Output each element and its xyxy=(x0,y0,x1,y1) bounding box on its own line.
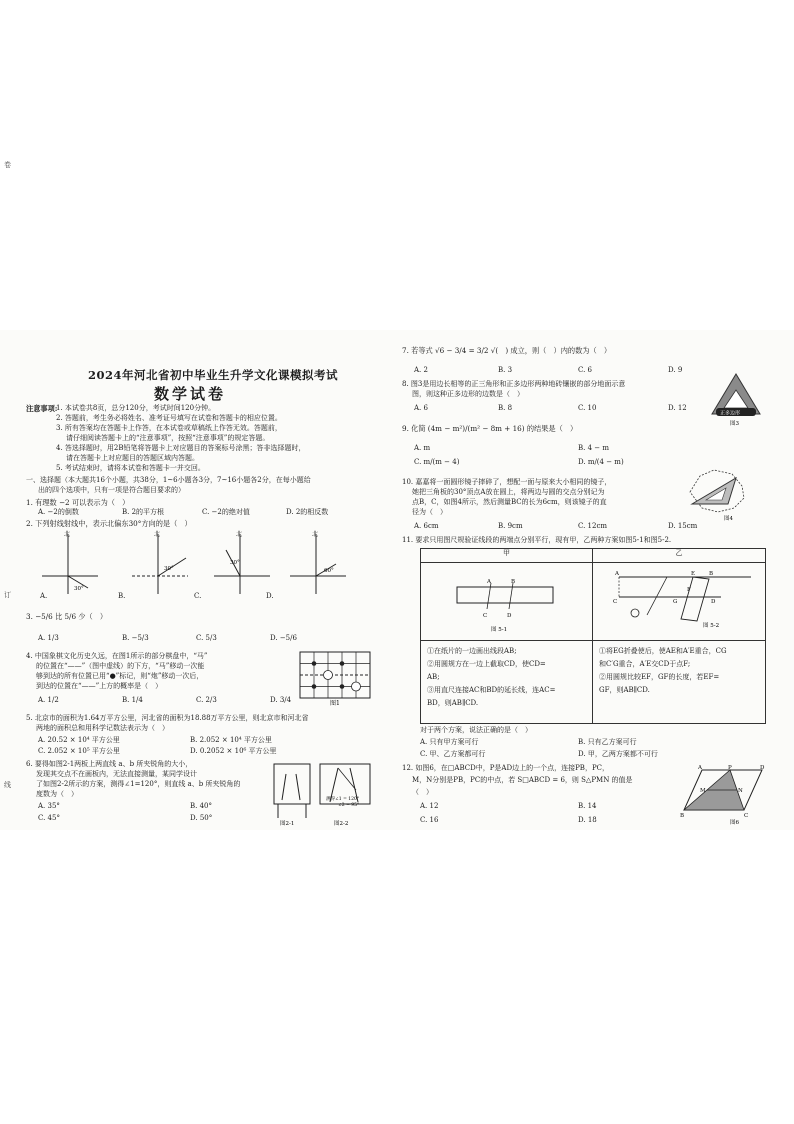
q6-figure-label-1: 图2-1 xyxy=(280,821,295,827)
q4-line: 4. 中国象棋文化历史久远，在图1所示的部分棋盘中，“马” xyxy=(26,652,208,660)
margin-mark-ding: 订 xyxy=(4,591,11,599)
q10-option-d[interactable]: D. 15cm xyxy=(668,522,698,530)
q11-option-a[interactable]: A. 只有甲方案可行 xyxy=(420,738,479,746)
q10-option-b[interactable]: B. 9cm xyxy=(498,522,523,530)
q8-tiling-figure xyxy=(708,372,764,430)
q7-option-a[interactable]: A. 2 xyxy=(414,366,428,374)
q12-figure-label: 图6 xyxy=(730,820,739,826)
q11-figure-label-2: 图 5-2 xyxy=(703,623,720,629)
svg-text:B: B xyxy=(511,579,516,585)
svg-text:A: A xyxy=(698,765,702,771)
exam-sheet xyxy=(0,161,794,830)
q10-line: 径为（ ） xyxy=(412,508,447,516)
q1-option-a[interactable]: A. −2的倒数 xyxy=(38,508,79,516)
notice-item: 3. 所有答案均在答题卡上作答，在本试卷或草稿纸上作答无效。答题前， xyxy=(56,424,282,432)
q4-option-b[interactable]: B. 1/4 xyxy=(122,696,143,704)
q7-stem: 7. 若等式 √6 − 3/4 = 3/2 √( ) 成立，则（ ）内的数为（ ） xyxy=(402,346,612,355)
q8-stem: 8. 图3是用边长相等的正三角形和正多边形两种地砖镶嵌的部分地面示意 xyxy=(402,380,626,388)
q5-option-d[interactable]: D. 0.2052 × 10⁶ 平方公里 xyxy=(190,747,277,755)
q11-jia-step: ②用圆规方在一边上截取CD，使CD= xyxy=(427,660,546,668)
svg-text:C: C xyxy=(744,813,749,819)
svg-text:M: M xyxy=(700,788,706,794)
svg-text:B: B xyxy=(709,571,714,577)
svg-text:F: F xyxy=(687,587,691,593)
q6-option-b[interactable]: B. 40° xyxy=(190,802,213,810)
q6-line: 了如图2-2所示的方案，测得∠1=120°，则直线 a、b 所夹锐角的 xyxy=(36,780,241,788)
q11-option-d[interactable]: D. 甲，乙两方案都不可行 xyxy=(578,750,658,758)
q7-option-b[interactable]: B. 3 xyxy=(498,366,513,374)
q2-figure-d xyxy=(288,530,348,596)
q2-label-north: 北 xyxy=(236,531,243,538)
section1-heading: 一、选择题（本大题共16个小题，共38分，1~6小题各3分，7~16小题各2分，在每小题给 xyxy=(26,476,311,484)
q7-option-c[interactable]: C. 6 xyxy=(578,366,593,374)
q11-table xyxy=(420,548,766,724)
svg-text:E: E xyxy=(691,571,696,577)
q11-figure-5-2 xyxy=(611,567,761,639)
q12-option-c[interactable]: C. 16 xyxy=(420,816,439,824)
q1-stem: 1. 有理数 −2 可以表示为（ ） xyxy=(26,498,130,507)
q2-option-a[interactable]: A. xyxy=(40,592,48,600)
q8-option-b[interactable]: B. 8 xyxy=(498,404,513,412)
q11-jia-step: ③用直尺连接AC和BD的延长线，连AC= xyxy=(427,686,556,694)
q6-angle2-label: ∠2 = 95° xyxy=(338,803,360,808)
q9-option-b[interactable]: B. 4 − m xyxy=(578,444,610,452)
q4-line: 到达的位置在“——”上方的概率是（ ） xyxy=(36,682,163,690)
q6-angle1-label: 测得∠1 = 120° xyxy=(326,797,360,802)
q3-option-b[interactable]: B. −5/3 xyxy=(122,634,149,642)
q11-jia-step: ①在纸片的一边画出线段AB; xyxy=(427,647,517,655)
margin-mark-xian: 线 xyxy=(4,781,11,789)
q5-stem-cont: 两地的面积总和用科学记数法表示为（ ） xyxy=(36,724,169,732)
q9-option-d[interactable]: D. m/(4 − m) xyxy=(578,458,624,466)
q11-option-b[interactable]: B. 只有乙方案可行 xyxy=(578,738,637,746)
exam-subtitle: 数学试卷 xyxy=(154,385,227,403)
q9-option-a[interactable]: A. m xyxy=(414,444,431,452)
svg-text:C: C xyxy=(483,613,488,619)
margin-mark-juan: 卷 xyxy=(4,161,11,169)
svg-text:C: C xyxy=(613,599,618,605)
exam-title: 2024年河北省初中毕业生升学文化课模拟考试 xyxy=(88,368,339,382)
notice-item: 2. 答题前，考生务必将姓名、准考证号填写在试卷和答题卡的相应位置。 xyxy=(56,414,282,422)
q7-option-d[interactable]: D. 9 xyxy=(668,366,683,374)
q4-option-a[interactable]: A. 1/2 xyxy=(38,696,59,704)
q3-stem: 3. −5/6 比 5/6 少（ ） xyxy=(26,612,108,621)
q6-option-d[interactable]: D. 50° xyxy=(190,814,213,822)
q2-label-angle: 30° xyxy=(164,566,174,572)
svg-text:P: P xyxy=(728,765,732,771)
q1-option-d[interactable]: D. 2的相反数 xyxy=(286,508,329,516)
q11-option-c[interactable]: C. 甲、乙方案都可行 xyxy=(420,750,486,758)
q2-stem: 2. 下列射线射线中，表示北偏东30°方向的是（ ） xyxy=(26,519,192,528)
notice-item: 1. 本试卷共8页，总分120分，考试时间120分钟。 xyxy=(56,404,216,412)
q2-figure-c xyxy=(212,530,272,596)
q2-label-angle: 60° xyxy=(324,568,334,574)
q5-option-c[interactable]: C. 2.052 × 10⁵ 平方公里 xyxy=(38,747,120,755)
q12-option-d[interactable]: D. 18 xyxy=(578,816,597,824)
svg-text:A: A xyxy=(487,579,491,585)
notice-label: 注意事项: xyxy=(26,404,58,413)
notice-item: 请仔细阅读答题卡上的“注意事项”，按照“注意事项”的规定答题。 xyxy=(66,434,270,442)
q2-option-c[interactable]: C. xyxy=(194,592,202,600)
q12-line: M，N分别是PB，PC的中点，若 S□ABCD = 6，则 S△PMN 的值是 xyxy=(412,776,633,784)
q10-figure-label: 图4 xyxy=(724,516,733,522)
q9-option-c[interactable]: C. m/(m − 4) xyxy=(414,458,460,466)
q8-option-c[interactable]: C. 10 xyxy=(578,404,597,412)
q10-line: 点B，C，如图4所示，然后测量BC的长为6cm，则该镜子的直 xyxy=(412,498,607,506)
q6-line: 发现其交点不在画板内，无法直接测量，某同学设计 xyxy=(36,770,197,778)
q6-line: 6. 要得如图2-1两板上两直线 a、b 所夹锐角的大小， xyxy=(26,760,193,768)
notice-item: 5. 考试结束时，请将本试卷和答题卡一并交回。 xyxy=(56,464,205,472)
q11-question: 对于两个方案，说法正确的是（ ） xyxy=(420,726,532,734)
q11-figure-5-1 xyxy=(451,573,561,637)
q6-line: 度数为（ ） xyxy=(36,790,78,798)
q8-stem-cont: 图，则这种正多边形的边数是（ ） xyxy=(412,390,524,398)
q1-option-b[interactable]: B. 2的平方根 xyxy=(122,508,165,516)
q10-line: 10. 嘉嘉将一面圆形镜子摔碎了，想配一面与原来大小相同的镜子， xyxy=(402,478,612,486)
q4-line: 的位置在“——”（图中虚线）的下方，“马”移动一次能 xyxy=(36,662,205,670)
q6-option-c[interactable]: C. 45° xyxy=(38,814,60,822)
section1-heading-cont: 出的四个选项中，只有一项是符合题目要求的） xyxy=(38,486,185,494)
q10-mirror-figure xyxy=(684,464,750,522)
q10-option-a[interactable]: A. 6cm xyxy=(414,522,439,530)
q11-yi-step: GF，则AB∥CD. xyxy=(599,686,650,694)
notice-item: 请在答题卡上对应题目的答题区域内答题。 xyxy=(66,454,199,462)
q5-stem: 5. 北京市的面积为1.64万平方公里，河北省的面积为18.88万平方公里，则北京市和河北省 xyxy=(26,714,309,722)
q2-label-north: 北 xyxy=(154,531,161,538)
q11-yi-step: ②用圆规比较EF，GF的长度，若EF= xyxy=(599,673,720,681)
q2-option-d[interactable]: D. xyxy=(266,592,274,600)
q11-jia-step: BD，则AB∥CD. xyxy=(427,699,479,707)
q8-figure-label: 图3 xyxy=(730,421,739,427)
q11-yi-step: 和C′G重合，A′E交CD于点F; xyxy=(599,660,691,668)
svg-text:B: B xyxy=(680,813,685,819)
q3-option-d[interactable]: D. −5/6 xyxy=(270,634,297,642)
q10-option-c[interactable]: C. 12cm xyxy=(578,522,608,530)
q6-figure-2-1 xyxy=(272,760,312,826)
q2-figure-b xyxy=(130,530,190,596)
q10-line: 她把三角板的30°顶点A放在圆上，将两边与圆的交点分别记为 xyxy=(412,488,605,496)
q8-option-a[interactable]: A. 6 xyxy=(414,404,428,412)
svg-text:A: A xyxy=(615,571,619,577)
q2-label-angle: 30° xyxy=(230,560,240,566)
q9-stem: 9. 化简 (4m − m²)/(m² − 8m + 16) 的结果是（ ） xyxy=(402,424,578,433)
q2-label-north: 北 xyxy=(312,531,319,538)
q2-label-north: 北 xyxy=(64,531,71,538)
q12-parallelogram-figure xyxy=(680,764,766,826)
svg-text:D: D xyxy=(507,613,512,619)
q5-option-a[interactable]: A. 20.52 × 10⁴ 平方公里 xyxy=(38,736,120,744)
q4-chessboard-figure xyxy=(296,650,376,706)
q3-option-a[interactable]: A. 1/3 xyxy=(38,634,59,642)
q2-option-b[interactable]: B. xyxy=(118,592,126,600)
q11-stem: 11. 要求只用图尺规验证线段的两端点分别平行，现有甲，乙两种方案如图5-1和图5-2. xyxy=(402,536,672,544)
q12-line: （ ） xyxy=(412,788,433,796)
svg-text:G: G xyxy=(673,599,678,605)
q6-figure-label-2: 图2-2 xyxy=(334,821,349,827)
q8-option-d[interactable]: D. 12 xyxy=(668,404,687,412)
q11-jia-step: AB; xyxy=(427,673,440,681)
notice-item: 4. 答选择题时，用2B铅笔将答题卡上对应题目的答案标号涂黑；答非选择题时， xyxy=(56,444,306,452)
q2-label-angle: 30° xyxy=(74,586,84,592)
q11-figure-label-1: 图 5-1 xyxy=(491,627,508,633)
q12-option-b[interactable]: B. 14 xyxy=(578,802,597,810)
q11-yi-step: ①将EG折叠使后，使AE和A′E重合，CG xyxy=(599,647,727,655)
q4-line: 够到达的所有位置已用“●”标记，则“炮”移动一次后， xyxy=(36,672,204,680)
q8-badge: 正多边形 xyxy=(720,410,741,417)
q6-figure-2-2 xyxy=(318,760,374,826)
q3-option-c[interactable]: C. 5/3 xyxy=(196,634,217,642)
q12-line: 12. 如图6，在□ABCD中，P是AD边上的一个点，连接PB，PC， xyxy=(402,764,610,772)
q12-option-a[interactable]: A. 12 xyxy=(420,802,439,810)
q2-figure-a xyxy=(40,530,100,596)
q11-header-jia: 甲 xyxy=(421,549,593,563)
q11-header-yi: 乙 xyxy=(593,549,765,563)
svg-text:D: D xyxy=(760,765,765,771)
q4-option-d[interactable]: D. 3/4 xyxy=(270,696,292,704)
q5-option-b[interactable]: B. 2.052 × 10⁴ 平方公里 xyxy=(190,736,272,744)
svg-text:D: D xyxy=(711,599,716,605)
q6-option-a[interactable]: A. 35° xyxy=(38,802,60,810)
svg-text:N: N xyxy=(738,788,743,794)
q1-option-c[interactable]: C. −2的绝对值 xyxy=(202,508,250,516)
q4-figure-label: 图1 xyxy=(330,700,340,707)
q4-option-c[interactable]: C. 2/3 xyxy=(196,696,217,704)
